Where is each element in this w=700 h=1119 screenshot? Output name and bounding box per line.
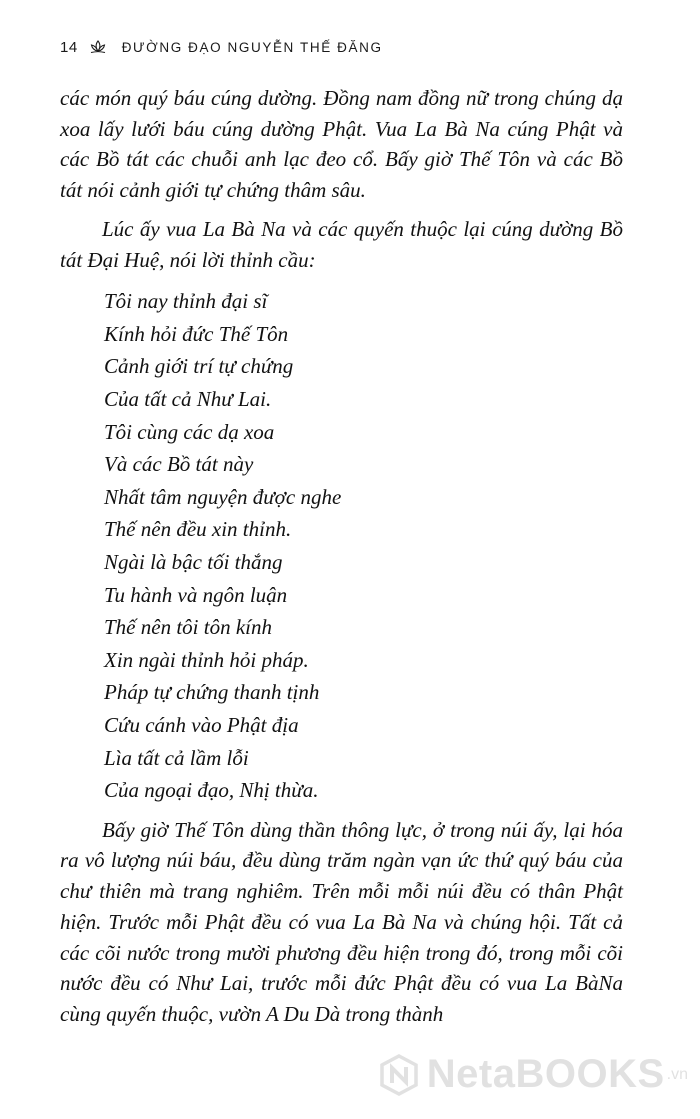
verse-line: Tu hành và ngôn luận xyxy=(104,582,288,607)
lotus-icon xyxy=(88,40,108,54)
verse-line: Cảnh giới trí tự chứng xyxy=(104,354,294,379)
watermark-text: NetaBOOKS xyxy=(426,1052,665,1096)
running-head xyxy=(60,36,383,58)
verse-line: Pháp tự chứng thanh tịnh xyxy=(104,680,320,705)
verse-line: Và các Bồ tát này xyxy=(104,452,254,477)
verse-line: Nhất tâm nguyện được nghe xyxy=(104,484,342,509)
verse-block xyxy=(104,285,623,807)
book-title: ĐƯỜNG ĐẠO NGUYỄN THẾ ĐĂNG xyxy=(121,39,383,55)
page-body xyxy=(60,83,623,1030)
verse-line: Kính hỏi đức Thế Tôn xyxy=(104,321,289,346)
page-number: 14 xyxy=(60,38,78,56)
paragraph-request: Lúc ấy vua La Bà Na và các quyến thuộc lại cúng dường Bồ tát Đại Huệ, nói lời thỉnh cầu: xyxy=(60,216,623,272)
verse-line: Thế nên đều xin thỉnh. xyxy=(104,517,292,542)
verse-line: Của tất cả Như Lai. xyxy=(104,387,272,411)
verse-line: Thế nên tôi tôn kính xyxy=(104,615,272,640)
verse-line: Lìa tất cả lầm lỗi xyxy=(104,745,249,770)
watermark-suffix: .vn xyxy=(666,1065,688,1083)
paragraph-manifestation: Bấy giờ Thế Tôn dùng thần thông lực, ở trong núi ấy, lại hóa ra vô lượng núi báu, đều dùng trăm ngàn vạn ức thứ quý báu của chư thiên mà trang nghiêm. Trên mỗi mỗi núi đều có thân Phật hiện. Trước mỗi Phật đều có vua La Bà Na và chúng hội. Tất cả các cõi nước trong mười phương đều hiện trong đó, trong mỗi cõi nước đều có Như Lai, trước mỗi đức Phật đều có vua La BàNa cùng quyến thuộc, vườn A Du Dà trong thành xyxy=(60,817,623,1026)
watermark xyxy=(377,1052,688,1097)
verse-line: Của ngoại đạo, Nhị thừa. xyxy=(104,778,319,803)
verse-line: Tôi nay thỉnh đại sĩ xyxy=(104,289,268,314)
verse-line: Ngài là bậc tối thắng xyxy=(104,549,283,574)
verse-line: Xin ngài thỉnh hỏi pháp. xyxy=(104,647,309,672)
verse-line: Tôi cùng các dạ xoa xyxy=(104,419,275,444)
netabooks-logo-icon xyxy=(377,1053,421,1097)
paragraph-continuation: các món quý báu cúng dường. Đồng nam đồng nữ trong chúng dạ xoa lấy lưới báu cúng dường Phật. Vua La Bà Na cúng Phật và các Bồ tát các chuỗi anh lạc đeo cổ. Bấy giờ Thế Tôn và các Bồ tát nói cảnh giới tự chứng thâm sâu. xyxy=(60,86,623,203)
verse-line: Cứu cánh vào Phật địa xyxy=(104,712,299,737)
